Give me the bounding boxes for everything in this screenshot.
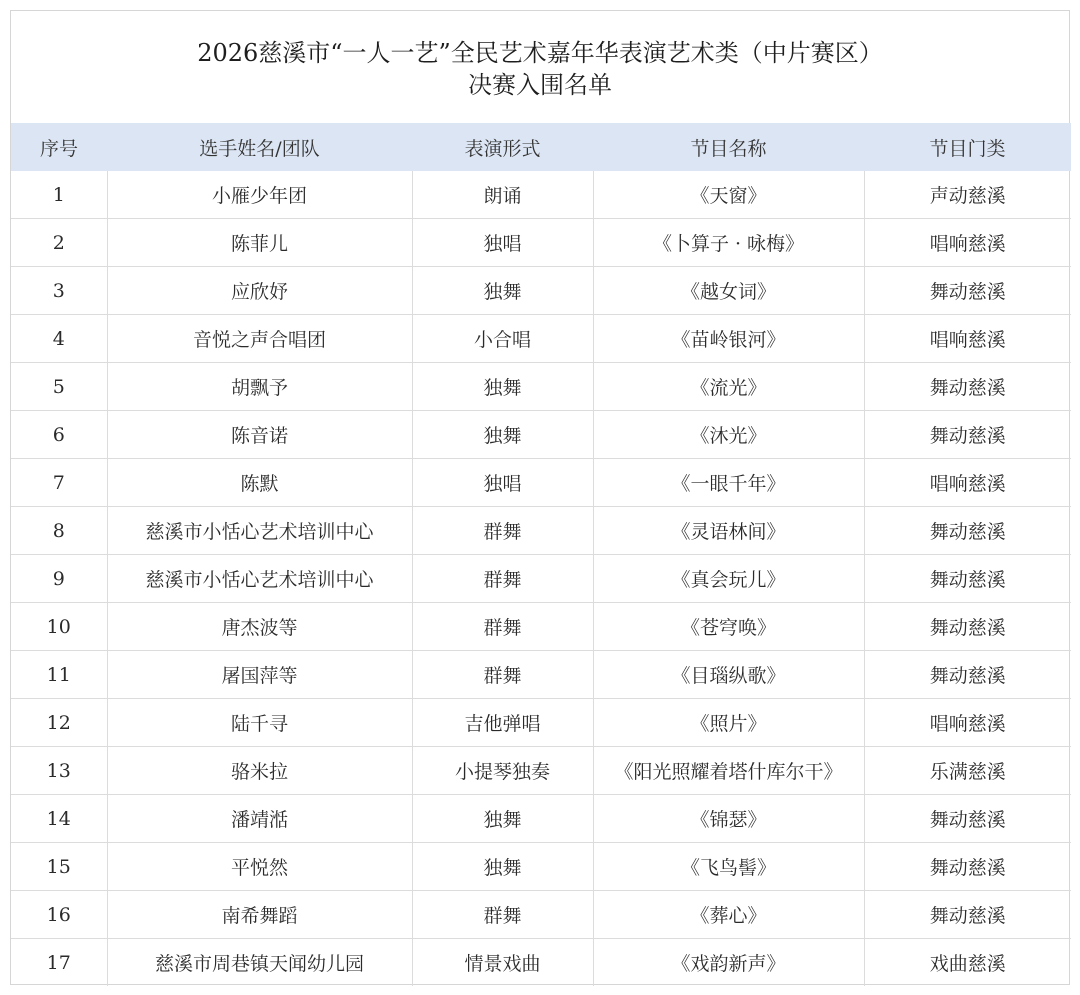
cell-performer: 慈溪市小恬心艺术培训中心 (107, 507, 412, 555)
cell-program: 《苗岭银河》 (593, 315, 864, 363)
cell-form: 群舞 (412, 651, 593, 699)
cell-performer: 骆米拉 (107, 747, 412, 795)
cell-program: 《流光》 (593, 363, 864, 411)
cell-form: 朗诵 (412, 171, 593, 219)
cell-category: 乐满慈溪 (864, 747, 1071, 795)
cell-form: 群舞 (412, 603, 593, 651)
cell-performer: 胡飘予 (107, 363, 412, 411)
cell-performer: 屠国萍等 (107, 651, 412, 699)
table-header-row (11, 123, 1071, 171)
cell-index: 7 (11, 459, 107, 507)
cell-category: 舞动慈溪 (864, 603, 1071, 651)
cell-program: 《葬心》 (593, 891, 864, 939)
table-row (11, 315, 1071, 363)
header-performer: 选手姓名/团队 (107, 123, 412, 171)
cell-index: 2 (11, 219, 107, 267)
header-program: 节目名称 (593, 123, 864, 171)
cell-category: 舞动慈溪 (864, 795, 1071, 843)
cell-category: 舞动慈溪 (864, 267, 1071, 315)
cell-index: 12 (11, 699, 107, 747)
cell-performer: 音悦之声合唱团 (107, 315, 412, 363)
cell-index: 8 (11, 507, 107, 555)
cell-category: 舞动慈溪 (864, 843, 1071, 891)
cell-performer: 陈音诺 (107, 411, 412, 459)
table-row (11, 603, 1071, 651)
table-row (11, 507, 1071, 555)
cell-index: 14 (11, 795, 107, 843)
cell-index: 1 (11, 171, 107, 219)
cell-performer: 南希舞蹈 (107, 891, 412, 939)
table-row (11, 795, 1071, 843)
cell-category: 舞动慈溪 (864, 555, 1071, 603)
cell-index: 9 (11, 555, 107, 603)
finalist-list-document (10, 10, 1070, 985)
cell-form: 独舞 (412, 843, 593, 891)
table-row (11, 363, 1071, 411)
table-body (11, 171, 1071, 986)
cell-category: 唱响慈溪 (864, 315, 1071, 363)
cell-index: 3 (11, 267, 107, 315)
cell-category: 舞动慈溪 (864, 507, 1071, 555)
table-row (11, 267, 1071, 315)
table-row (11, 891, 1071, 939)
cell-form: 独唱 (412, 459, 593, 507)
table-row (11, 411, 1071, 459)
cell-index: 5 (11, 363, 107, 411)
table-row (11, 939, 1071, 987)
cell-program: 《飞鸟髻》 (593, 843, 864, 891)
cell-index: 13 (11, 747, 107, 795)
cell-form: 情景戏曲 (412, 939, 593, 987)
table-row (11, 219, 1071, 267)
cell-performer: 唐杰波等 (107, 603, 412, 651)
header-category: 节目门类 (864, 123, 1071, 171)
cell-index: 10 (11, 603, 107, 651)
cell-index: 15 (11, 843, 107, 891)
cell-program: 《沐光》 (593, 411, 864, 459)
cell-form: 群舞 (412, 507, 593, 555)
cell-form: 独唱 (412, 219, 593, 267)
cell-performer: 小雁少年团 (107, 171, 412, 219)
table-row (11, 555, 1071, 603)
header-form: 表演形式 (412, 123, 593, 171)
cell-program: 《真会玩儿》 (593, 555, 864, 603)
table-row (11, 843, 1071, 891)
cell-performer: 陈默 (107, 459, 412, 507)
cell-program: 《灵语林间》 (593, 507, 864, 555)
cell-performer: 慈溪市小恬心艺术培训中心 (107, 555, 412, 603)
table-row (11, 171, 1071, 219)
cell-program: 《照片》 (593, 699, 864, 747)
cell-performer: 陈菲儿 (107, 219, 412, 267)
cell-form: 群舞 (412, 891, 593, 939)
cell-index: 6 (11, 411, 107, 459)
document-subtitle: 决赛入围名单 (468, 71, 612, 99)
cell-performer: 陆千寻 (107, 699, 412, 747)
cell-program: 《卜算子 · 咏梅》 (593, 219, 864, 267)
document-title: 2026慈溪市“一人一艺”全民艺术嘉年华表演艺术类（中片赛区） (197, 39, 883, 67)
cell-program: 《阳光照耀着塔什库尔干》 (593, 747, 864, 795)
cell-category: 唱响慈溪 (864, 459, 1071, 507)
cell-form: 独舞 (412, 363, 593, 411)
cell-index: 16 (11, 891, 107, 939)
table-row (11, 651, 1071, 699)
table-row (11, 459, 1071, 507)
cell-program: 《一眼千年》 (593, 459, 864, 507)
cell-program: 《目瑙纵歌》 (593, 651, 864, 699)
cell-category: 戏曲慈溪 (929, 953, 1006, 975)
cell-performer: 平悦然 (107, 843, 412, 891)
finalist-table (11, 123, 1071, 986)
cell-program: 《天窗》 (593, 171, 864, 219)
cell-form: 独舞 (412, 411, 593, 459)
cell-category: 唱响慈溪 (864, 699, 1071, 747)
title-block (11, 11, 1069, 123)
cell-index: 11 (11, 651, 107, 699)
cell-performer: 应欣妤 (107, 267, 412, 315)
cell-index: 4 (11, 315, 107, 363)
cell-category: 舞动慈溪 (864, 891, 1071, 939)
cell-program: 《戏韵新声》 (593, 939, 864, 987)
cell-form: 小合唱 (412, 315, 593, 363)
cell-performer: 潘靖湉 (107, 795, 412, 843)
cell-category: 舞动慈溪 (864, 411, 1071, 459)
cell-performer: 慈溪市周巷镇天闻幼儿园 (107, 939, 412, 987)
cell-category: 舞动慈溪 (864, 651, 1071, 699)
cell-form: 吉他弹唱 (412, 699, 593, 747)
cell-form: 独舞 (412, 795, 593, 843)
cell-form: 小提琴独奏 (412, 747, 593, 795)
cell-form: 群舞 (412, 555, 593, 603)
table-row (11, 699, 1071, 747)
cell-category: 唱响慈溪 (864, 219, 1071, 267)
cell-category: 声动慈溪 (864, 171, 1071, 219)
cell-form: 独舞 (412, 267, 593, 315)
cell-program: 《越女词》 (593, 267, 864, 315)
cell-program: 《苍穹唤》 (593, 603, 864, 651)
header-index: 序号 (11, 123, 107, 171)
table-row (11, 747, 1071, 795)
cell-program: 《锦瑟》 (593, 795, 864, 843)
cell-index: 17 (11, 939, 107, 987)
cell-category: 舞动慈溪 (864, 363, 1071, 411)
